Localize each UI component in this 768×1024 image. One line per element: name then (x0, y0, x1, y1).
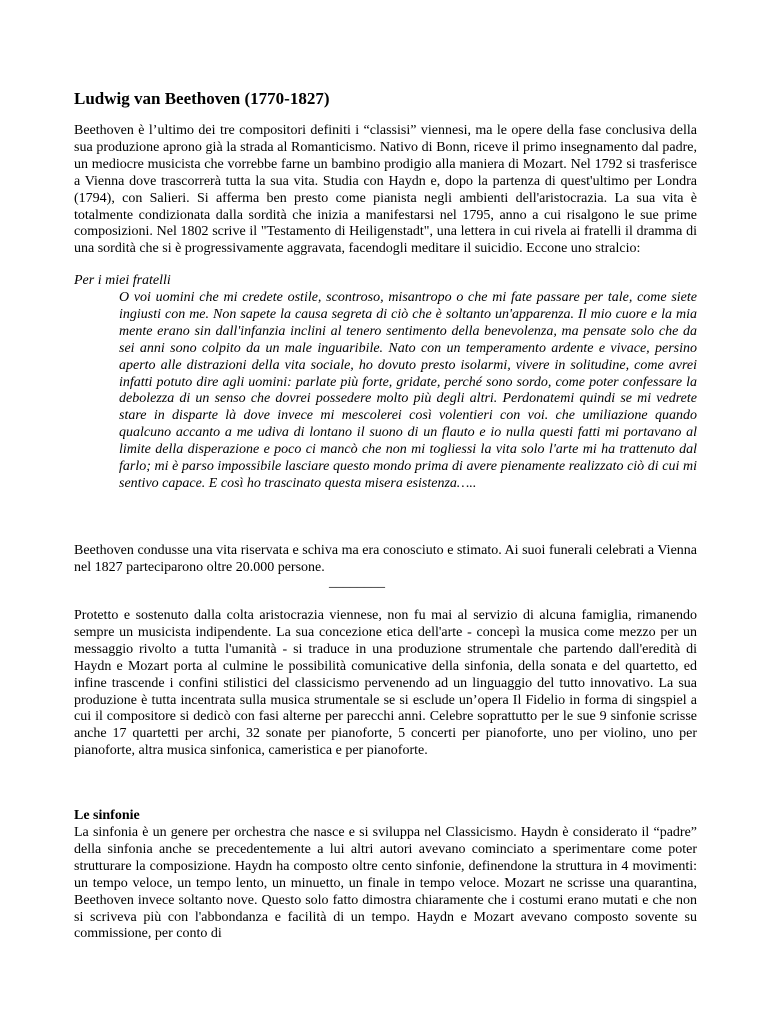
section-divider: ________ (329, 575, 385, 590)
letter-quote: O voi uomini che mi credete ostile, scontroso, misantropo o che mi fate passare per tale, come siete ingiusti con me. Non sapete la causa segreta di ciò che è soltanto un'apparenza. Il mio cuore e la mia mente erano sin dall'infanzia inclini al tenero sentimento della benevolenza, ma pensate solo che da sei anni sono colpito da un male inguaribile. Nato con un temperamento ardente e vivace, persino aperto alle distrazioni della vita sociale, ho dovuto presto isolarmi, vivere in solitudine, come avrei infatti potuto dire agli uomini: parlate più forte, gridate, perché sono sordo, come poter confessare la debolezza di un senso che dovrei possedere molto più degli altri. Perdonatemi quindi se mi vedrete stare in disparte là dove invece mi mescolerei così volentieri con voi. che umiliazione quando qualcuno accanto a me udiva di lontano il suono di un flauto e io nulla questi fatti mi portavano al limite della disperazione e poco ci mancò che non mi togliessi la vita solo l'arte mi ha trattenuto dal farlo; mi è parso impossibile lasciare questo mondo prima di avere pienamente realizzato ciò di cui mi sentivo capace. E così ho trascinato questa misera esistenza….. (119, 290, 697, 491)
document-title: Ludwig van Beethoven (1770-1827) (74, 89, 330, 108)
after-letter-paragraph: Beethoven condusse una vita riservata e schiva ma era conosciuto e stimato. Ai suoi funerali celebrati a Vienna nel 1827 parteciparono oltre 20.000 persone. (74, 543, 697, 575)
section-paragraph: La sinfonia è un genere per orchestra che nasce e si sviluppa nel Classicismo. Haydn è considerato il “padre” della sinfonia anche se precedentemente a lui altri autori avevano cominciato a sperimentare come poter strutturare la composizione. Haydn ha composto oltre cento sinfonie, definendone la struttura in 4 movimenti: un tempo veloce, un tempo lento, un minuetto, un finale in tempo veloce. Mozart ne scrisse una quarantina, Beethoven invece soltanto nove. Questo solo fatto dimostra chiaramente che i costumi erano mutati e che non si scriveva più con l'abbondanza e facilità di un tempo. Haydn e Mozart avevano composto sovente su commissione, per conto di (74, 825, 697, 942)
intro-paragraph: Beethoven è l’ultimo dei tre compositori definiti i “classisi” viennesi, ma le opere della fase conclusiva della sua produzione aprono già la strada al Romanticismo. Nativo di Bonn, riceve il primo insegnamento dal padre, un mediocre musicista che vorrebbe farne un bambino prodigio alla maniera di Mozart. Nel 1792 si trasferisce a Vienna dove trascorrerà tutta la sua vita. Studia con Haydn e, dopo la partenza di quest'ultimo per Londra (1794), con Salieri. Si afferma ben presto come pianista negli ambienti dell'aristocrazia. La sua vita è totalmente condizionata dalla sordità che inizia a manifestarsi nel 1795, anno a cui risalgono le sue prime composizioni. Nel 1802 scrive il "Testamento di Heiligenstadt", una lettera in cui rivela ai fratelli il dramma di una sordità che si è progressivamente aggravata, facendogli meditare il suicidio. Eccone uno stralcio: (74, 123, 697, 257)
letter-salutation: Per i miei fratelli (74, 273, 171, 288)
section-heading: Le sinfonie (74, 808, 140, 823)
career-paragraph: Protetto e sostenuto dalla colta aristocrazia viennese, non fu mai al servizio di alcuna famiglia, rimanendo sempre un musicista indipendente. La sua concezione etica dell'arte - concepì la musica come mezzo per un messaggio rivolto a tutta l'umanità - si traduce in una produzione strumentale che partendo dall'eredità di Haydn e Mozart porta al culmine le possibilità comunicative della sinfonia, della sonata e del quartetto, ed infine trascende i confini stilistici del classicismo pervenendo ad un linguaggio del tutto innovativo. La sua produzione è tutta incentrata sulla musica strumentale se si esclude un’opera Il Fidelio in forma di singspiel a cui il compositore si dedicò con fasi alterne per parecchi anni. Celebre soprattutto per le sue 9 sinfonie scrisse anche 17 quartetti per archi, 32 sonate per pianoforte, 5 concerti per pianoforte, uno per violino, uno per pianoforte, altra musica sinfonica, cameristica e per pianoforte. (74, 608, 697, 759)
